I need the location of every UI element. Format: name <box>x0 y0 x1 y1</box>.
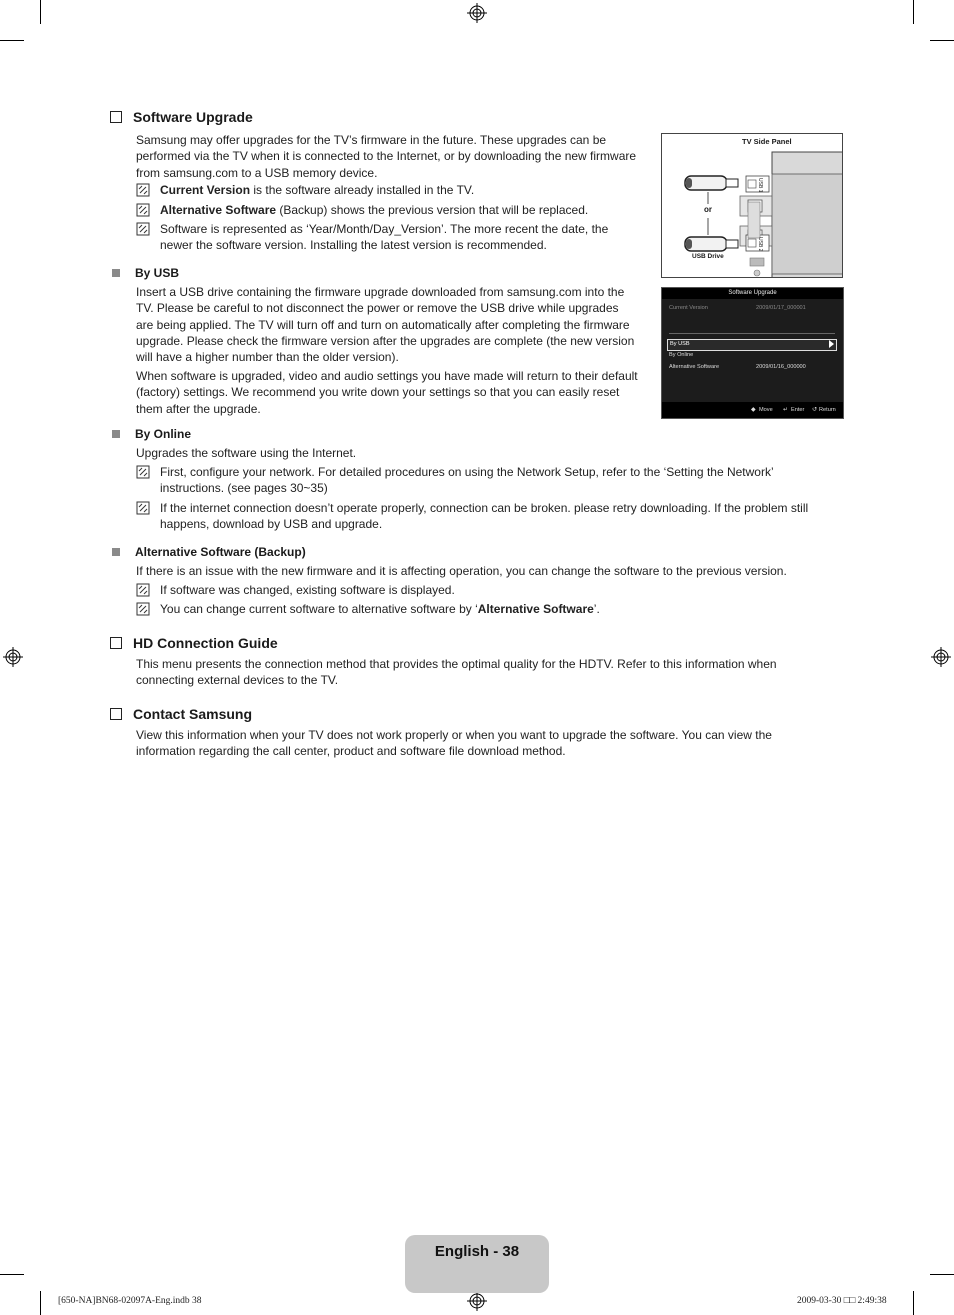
text-line: Samsung may offer upgrades for the TV’s firmware in the future. These upgrades can be <box>136 133 607 147</box>
osd-title: Software Upgrade <box>662 288 843 299</box>
note-software-changed <box>136 582 836 599</box>
note-icon <box>136 203 150 217</box>
osd-menu-by-usb[interactable] <box>667 339 837 351</box>
section-title-software-upgrade <box>110 109 253 125</box>
note-text: (Backup) shows the previous version that will be replaced. <box>276 203 589 217</box>
checkbox-bullet-icon <box>110 111 122 123</box>
hd-connection-guide-paragraph <box>136 656 836 689</box>
contact-samsung-paragraph <box>136 727 836 760</box>
osd-alternative-label[interactable]: Alternative Software <box>669 364 720 370</box>
subsection-title-text: By Online <box>135 427 192 441</box>
figure-title: TV Side Panel <box>742 137 792 146</box>
osd-menu-label: By USB <box>670 341 690 347</box>
usb-drive-illustration <box>662 134 842 277</box>
note-text: happens, download by USB and upgrade. <box>160 517 383 532</box>
crop-mark <box>0 1274 24 1275</box>
square-bullet-icon <box>112 430 120 438</box>
checkbox-bullet-icon <box>110 637 122 649</box>
subsection-title-text: Alternative Software (Backup) <box>135 545 306 559</box>
osd-footer-enter: Enter <box>791 407 805 413</box>
subsection-title-text: By USB <box>135 266 180 280</box>
osd-footer-move: Move <box>759 407 773 413</box>
note-alternative-software <box>136 202 646 219</box>
section-title-text: HD Connection Guide <box>133 635 278 651</box>
crop-mark <box>0 40 24 41</box>
note-icon <box>136 465 150 479</box>
note-icon <box>136 183 150 197</box>
registration-mark-icon <box>3 647 23 667</box>
note-icon <box>136 222 150 236</box>
crop-mark <box>930 1274 954 1275</box>
note-text: If software was changed, existing software is displayed. <box>160 583 455 597</box>
crop-mark <box>913 0 914 24</box>
crop-mark <box>913 1291 914 1315</box>
note-icon <box>136 602 150 616</box>
text-line: When software is upgraded, video and audio settings you have made will return to their default <box>136 369 638 383</box>
port-label-usb2: USB 2 <box>757 237 763 252</box>
alternative-software-paragraph: If there is an issue with the new firmware and it is affecting operation, you can change the software to the previous version. <box>136 564 787 578</box>
registration-mark-icon <box>467 1291 487 1311</box>
note-text: is the software already installed in the TV. <box>250 183 475 197</box>
note-text: First, configure your network. For detailed procedures on using the Network Setup, refer to the ‘Setting the Network’ <box>160 465 774 479</box>
by-online-paragraph: Upgrades the software using the Internet. <box>136 446 357 460</box>
note-text: If the internet connection doesn’t operate properly, connection can be broken. please retry downloading. If the problem still <box>160 501 809 515</box>
osd-menu-by-online[interactable]: By Online <box>669 352 694 358</box>
checkbox-bullet-icon <box>110 708 122 720</box>
note-text: Software is represented as ‘Year/Month/Day_Version’. The more recent the date, the <box>160 222 609 236</box>
text-line: connecting external devices to the TV. <box>136 673 339 688</box>
text-line: information regarding the call center, product and software file download method. <box>136 744 566 759</box>
page-number: English - 38 <box>434 1243 520 1260</box>
crop-mark <box>930 40 954 41</box>
section-title-text: Contact Samsung <box>133 706 253 722</box>
tv-side-panel-figure <box>661 133 843 278</box>
registration-mark-icon <box>931 647 951 667</box>
section-title-text: Software Upgrade <box>133 109 253 125</box>
osd-divider <box>669 333 835 334</box>
text-line: them after the upgrade. <box>136 401 261 416</box>
note-version-format <box>136 221 646 255</box>
text-line: (factory) settings. We recommend you write down your settings so that you can easily reset <box>136 385 620 400</box>
text-line: TV. Please be careful to not disconnect the power or remove the USB drive while upgrades <box>136 301 619 316</box>
osd-footer-return: Return <box>819 407 836 413</box>
usb-drive-label: USB Drive <box>692 253 724 260</box>
text-line: performed via the TV when it is connected to the Internet, or by downloading the new firmware <box>136 149 637 164</box>
note-text: ’. <box>593 602 600 616</box>
enter-icon: ↵ <box>783 407 789 413</box>
note-text: instructions. (see pages 30~35) <box>160 481 328 496</box>
section-title-hd-connection-guide <box>110 635 278 651</box>
subsection-title-by-usb <box>112 266 179 280</box>
text-line: will have a higher number than the older version). <box>136 350 399 365</box>
square-bullet-icon <box>112 548 120 556</box>
square-bullet-icon <box>112 269 120 277</box>
subsection-title-alternative-software <box>112 545 306 559</box>
return-icon: ↺ <box>812 407 818 413</box>
note-bold-text: Alternative Software <box>160 203 277 217</box>
arrow-right-icon <box>829 340 834 348</box>
note-bold-text: Alternative Software <box>477 602 594 616</box>
note-connection-broken <box>136 500 836 534</box>
text-line: This menu presents the connection method that provides the optimal quality for the HDTV. Refer to this information when <box>136 657 777 671</box>
move-icon: ◆ <box>751 407 756 413</box>
osd-footer <box>662 402 843 418</box>
note-icon <box>136 501 150 515</box>
subsection-title-by-online <box>112 427 191 441</box>
by-usb-paragraph-2 <box>136 368 651 417</box>
osd-current-version-label: Current Version <box>669 305 708 311</box>
note-configure-network <box>136 464 836 498</box>
text-line: View this information when your TV does not work properly or when you want to upgrade the software. You can view the <box>136 728 772 742</box>
section-title-contact-samsung <box>110 706 252 722</box>
or-label: or <box>704 205 712 214</box>
software-upgrade-intro <box>136 132 651 181</box>
text-line: upgrade. Please check the firmware version after the upgrades are complete (the new version <box>136 333 635 348</box>
note-change-software <box>136 601 836 618</box>
text-line: Insert a USB drive containing the firmware upgrade downloaded from samsung.com into the <box>136 285 625 299</box>
note-icon <box>136 583 150 597</box>
registration-mark-icon <box>467 3 487 23</box>
port-label-usb1: USB 1 <box>757 178 763 193</box>
osd-current-version-value: 2009/01/17_000001 <box>756 305 806 311</box>
note-text: newer the software version. Installing the latest version is recommended. <box>160 238 547 253</box>
text-line: from samsung.com to a USB memory device. <box>136 165 378 180</box>
note-current-version <box>136 182 646 199</box>
software-upgrade-osd <box>661 287 844 419</box>
crop-mark <box>40 0 41 24</box>
print-slug-right: 2009-03-30 □□ 2:49:38 <box>797 1296 887 1306</box>
crop-mark <box>40 1291 41 1315</box>
text-line: are being applied. The TV will turn off and turn on automatically after completing the firmware <box>136 317 630 332</box>
print-slug-left: [650-NA]BN68-02097A-Eng.indb 38 <box>58 1296 202 1306</box>
note-text: You can change current software to alternative software by ‘ <box>160 602 478 616</box>
note-bold-text: Current Version <box>160 183 251 197</box>
osd-alternative-value: 2009/01/16_000000 <box>756 364 806 370</box>
by-usb-paragraph-1 <box>136 284 651 365</box>
page-number-badge <box>405 1235 549 1293</box>
